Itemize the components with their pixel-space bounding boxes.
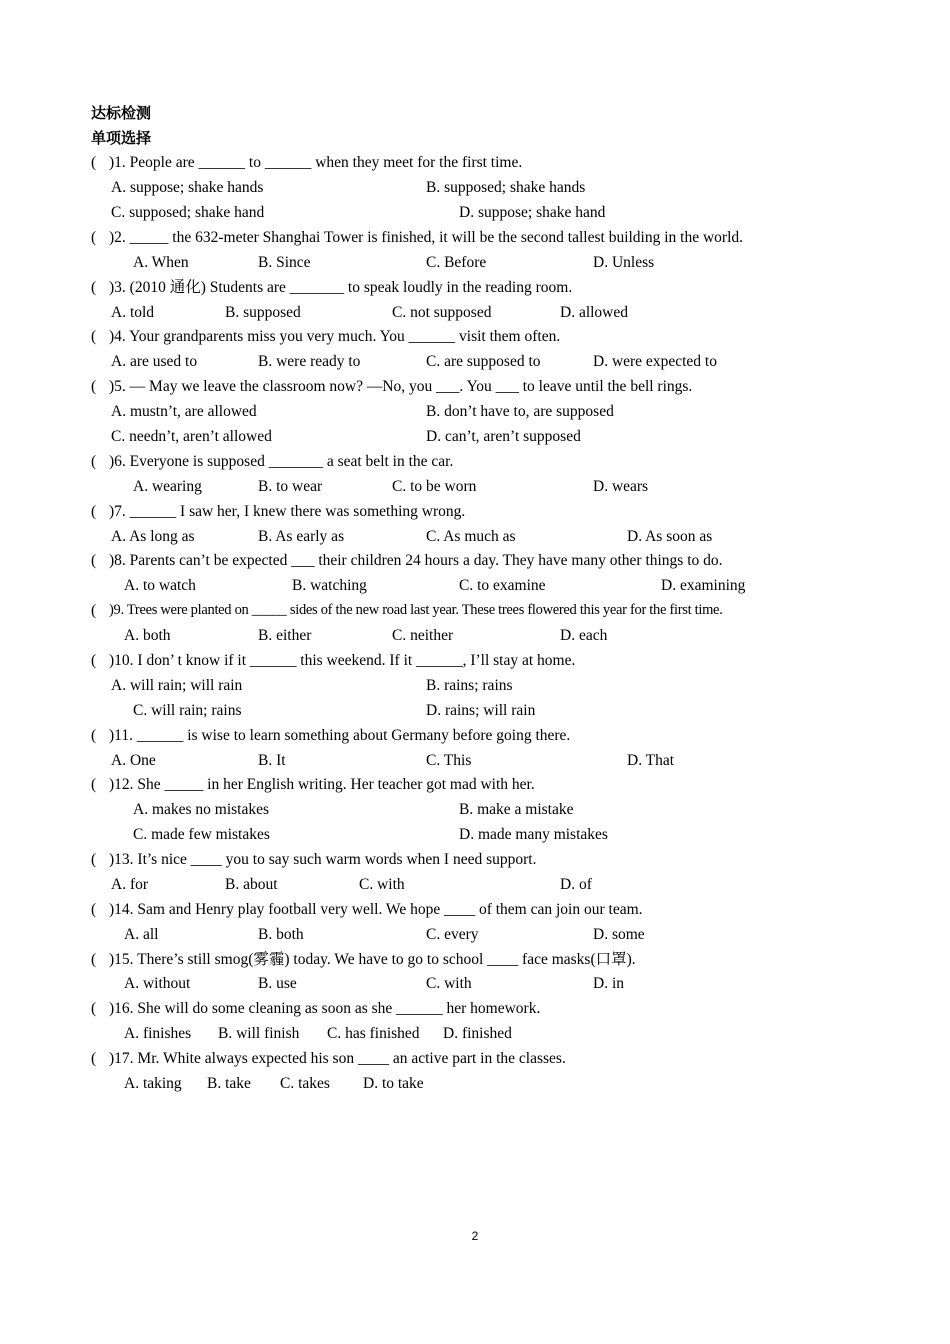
question-15	[0, 947, 950, 972]
question-12	[0, 772, 950, 797]
question-text: )9. Trees were planted on _____ sides of the new road last year. These trees flowered this year for the first time.	[109, 602, 723, 618]
option-a: A. all	[124, 926, 159, 943]
question-17	[0, 1046, 950, 1071]
subsection-title: 单项选择	[91, 129, 152, 147]
question-10	[0, 648, 950, 673]
question-text: )5. — May we leave the classroom now? —No, you ___. You ___ to leave until the bell rings.	[109, 378, 693, 395]
page-number: 2	[471, 1229, 479, 1243]
option-c: C. supposed; shake hand	[111, 204, 265, 221]
option-b: B. As early as	[258, 528, 345, 545]
option-a: A. to watch	[124, 577, 196, 594]
question-8-options	[0, 573, 950, 598]
answer-paren: (	[91, 552, 97, 569]
answer-paren: (	[91, 776, 97, 793]
question-text: )2. _____ the 632-meter Shanghai Tower is finished, it will be the second tallest building in the world.	[109, 229, 744, 246]
question-14-options	[0, 922, 950, 947]
answer-paren: (	[91, 154, 97, 171]
option-a: A. wearing	[133, 478, 202, 495]
option-d: D. allowed	[560, 304, 629, 321]
option-c: C. made few mistakes	[133, 826, 270, 843]
option-b: B. both	[258, 926, 304, 943]
question-text: )3. (2010 通化) Students are _______ to speak loudly in the reading room.	[109, 279, 573, 296]
option-c: C. will rain; rains	[133, 702, 242, 719]
section-title: 达标检测	[91, 104, 152, 122]
option-c: C. This	[426, 752, 472, 769]
option-a: A. finishes	[124, 1025, 192, 1042]
question-text: )12. She _____ in her English writing. Her teacher got mad with her.	[109, 776, 535, 793]
option-c: C. not supposed	[392, 304, 492, 321]
question-9-options	[0, 623, 950, 648]
option-a: A. When	[133, 254, 189, 271]
answer-paren: (	[91, 229, 97, 246]
question-17-options	[0, 1071, 950, 1096]
option-a: A. will rain; will rain	[111, 677, 243, 694]
answer-paren: (	[91, 503, 97, 520]
option-b: B. make a mistake	[459, 801, 574, 818]
question-8	[0, 548, 950, 573]
answer-paren: (	[91, 279, 97, 296]
option-c: C. to be worn	[392, 478, 477, 495]
option-b: B. supposed; shake hands	[426, 179, 586, 196]
option-a: A. without	[124, 975, 191, 992]
option-d: D. That	[627, 752, 675, 769]
option-d: D. examining	[661, 577, 746, 594]
question-1-options-row-1	[0, 175, 950, 200]
question-text: )11. ______ is wise to learn something about Germany before going there.	[109, 727, 571, 744]
option-b: B. watching	[292, 577, 367, 594]
option-d: D. suppose; shake hand	[459, 204, 606, 221]
question-text: )1. People are ______ to ______ when they meet for the first time.	[109, 154, 523, 171]
answer-paren: (	[91, 1000, 97, 1017]
question-3-options	[0, 300, 950, 325]
section-title-line	[0, 101, 950, 126]
question-11-options	[0, 748, 950, 773]
option-b: B. either	[258, 627, 312, 644]
question-text: )13. It’s nice ____ you to say such warm words when I need support.	[109, 851, 537, 868]
answer-paren: (	[91, 378, 97, 395]
option-d: D. in	[593, 975, 624, 992]
question-text: )10. I don’ t know if it ______ this weekend. If it ______, I’ll stay at home.	[109, 652, 576, 669]
option-c: C. to examine	[459, 577, 546, 594]
question-text: )4. Your grandparents miss you very much. You ______ visit them often.	[109, 328, 561, 345]
option-a: A. One	[111, 752, 156, 769]
option-a: A. makes no mistakes	[133, 801, 270, 818]
question-text: )14. Sam and Henry play football very well. We hope ____ of them can join our team.	[109, 901, 643, 918]
question-text: )7. ______ I saw her, I knew there was something wrong.	[109, 503, 466, 520]
option-b: B. Since	[258, 254, 311, 271]
question-2	[0, 225, 950, 250]
answer-paren: (	[91, 901, 97, 918]
option-b: B. were ready to	[258, 353, 361, 370]
option-c: C. takes	[280, 1075, 330, 1092]
question-7	[0, 499, 950, 524]
answer-paren: (	[91, 727, 97, 744]
option-c: C. with	[426, 975, 472, 992]
question-16	[0, 996, 950, 1021]
question-13	[0, 847, 950, 872]
option-b: B. rains; rains	[426, 677, 513, 694]
option-a: A. are used to	[111, 353, 198, 370]
question-text: )6. Everyone is supposed _______ a seat belt in the car.	[109, 453, 454, 470]
option-d: D. rains; will rain	[426, 702, 536, 719]
option-c: C. neither	[392, 627, 454, 644]
question-5	[0, 374, 950, 399]
option-c: C. are supposed to	[426, 353, 541, 370]
question-text: )8. Parents can’t be expected ___ their children 24 hours a day. They have many other things to do.	[109, 552, 723, 569]
option-d: D. wears	[593, 478, 649, 495]
answer-paren: (	[91, 652, 97, 669]
question-10-options-row-2	[0, 698, 950, 723]
question-4-options	[0, 349, 950, 374]
option-a: A. both	[124, 627, 171, 644]
option-c: C. As much as	[426, 528, 516, 545]
option-b: B. don’t have to, are supposed	[426, 403, 614, 420]
question-16-options	[0, 1021, 950, 1046]
option-d: D. made many mistakes	[459, 826, 608, 843]
answer-paren: (	[91, 328, 97, 345]
question-12-options-row-1	[0, 797, 950, 822]
option-b: B. about	[225, 876, 278, 893]
option-c: C. every	[426, 926, 479, 943]
question-3	[0, 275, 950, 300]
option-b: B. use	[258, 975, 297, 992]
option-b: B. take	[207, 1075, 251, 1092]
answer-paren: (	[91, 1050, 97, 1067]
answer-paren: (	[91, 851, 97, 868]
question-10-options-row-1	[0, 673, 950, 698]
option-d: D. to take	[363, 1075, 424, 1092]
option-d: D. finished	[443, 1025, 512, 1042]
option-a: A. suppose; shake hands	[111, 179, 264, 196]
question-text: )16. She will do some cleaning as soon as she ______ her homework.	[109, 1000, 541, 1017]
option-a: A. taking	[124, 1075, 182, 1092]
question-1	[0, 150, 950, 175]
question-1-options-row-2	[0, 200, 950, 225]
option-a: A. mustn’t, are allowed	[111, 403, 257, 420]
option-a: A. As long as	[111, 528, 195, 545]
option-d: D. can’t, aren’t supposed	[426, 428, 581, 445]
question-5-options-row-2	[0, 424, 950, 449]
question-7-options	[0, 524, 950, 549]
question-text: )17. Mr. White always expected his son ____ an active part in the classes.	[109, 1050, 566, 1067]
answer-paren: (	[91, 602, 97, 619]
option-b: B. to wear	[258, 478, 323, 495]
option-a: A. told	[111, 304, 155, 321]
question-4	[0, 324, 950, 349]
question-12-options-row-2	[0, 822, 950, 847]
option-b: B. will finish	[218, 1025, 300, 1042]
answer-paren: (	[91, 951, 97, 968]
question-5-options-row-1	[0, 399, 950, 424]
option-d: D. each	[560, 627, 608, 644]
option-d: D. Unless	[593, 254, 655, 271]
option-c: C. has finished	[327, 1025, 420, 1042]
option-d: D. of	[560, 876, 592, 893]
question-text: )15. There’s still smog(雾霾) today. We have to go to school ____ face masks(口罩).	[109, 951, 636, 968]
question-15-options	[0, 971, 950, 996]
option-d: D. As soon as	[627, 528, 713, 545]
option-b: B. supposed	[225, 304, 301, 321]
option-b: B. It	[258, 752, 286, 769]
option-c: C. Before	[426, 254, 487, 271]
answer-paren: (	[91, 453, 97, 470]
question-6-options	[0, 474, 950, 499]
question-11	[0, 723, 950, 748]
option-d: D. were expected to	[593, 353, 717, 370]
question-2-options	[0, 250, 950, 275]
option-a: A. for	[111, 876, 149, 893]
question-13-options	[0, 872, 950, 897]
option-c: C. needn’t, aren’t allowed	[111, 428, 272, 445]
question-9	[0, 598, 950, 623]
subsection-title-line	[0, 126, 950, 151]
question-14	[0, 897, 950, 922]
option-d: D. some	[593, 926, 645, 943]
question-6	[0, 449, 950, 474]
option-c: C. with	[359, 876, 405, 893]
